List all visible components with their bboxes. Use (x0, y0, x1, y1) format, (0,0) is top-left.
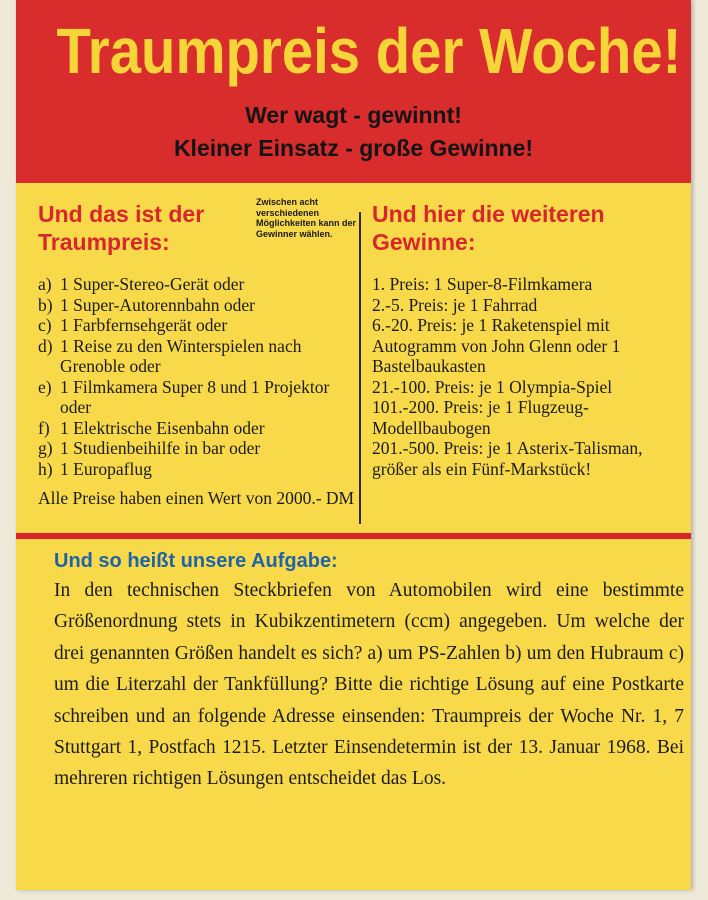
list-item: 6.-20. Preis: je 1 Raketenspiel mit Autogramm von John Glenn oder 1 Bastelbaukasten (372, 315, 621, 376)
item-letter: e) (38, 376, 52, 397)
item-letter: f) (38, 417, 50, 438)
list-item (38, 438, 356, 459)
item-text: 1 Europaflug (60, 458, 152, 479)
subtitle-2: Kleiner Einsatz - große Gewinne! (173, 135, 534, 161)
item-letter: a) (38, 274, 52, 294)
item-letter: d) (38, 335, 53, 356)
list-item: 101.-200. Preis: je 1 Flugzeug-Modellbaubogen (372, 397, 589, 438)
item-text: 1 Reise zu den Winterspielen nach Grenoble oder (60, 335, 302, 376)
dream-prize-heading: Und das ist der Traumpreis: (38, 201, 205, 255)
list-item: 201.-500. Preis: je 1 Asterix-Talisman, größer als ein Fünf-Markstück! (372, 438, 643, 479)
item-letter: g) (38, 438, 53, 458)
list-item: 21.-100. Preis: je 1 Olympia-Spiel (372, 376, 613, 397)
list-item (38, 336, 356, 377)
item-text: 1 Filmkamera Super 8 und 1 Projektor oder (60, 376, 330, 417)
page-title: Traumpreis der Woche! (56, 15, 682, 87)
list-item (38, 295, 356, 316)
item-letter: h) (38, 458, 53, 479)
item-text: 1 Farbfernsehgerät oder (60, 315, 228, 335)
list-item (38, 418, 356, 439)
further-prizes-heading: Und hier die weiteren Gewinne: (372, 201, 605, 255)
further-prizes-list (372, 274, 690, 479)
subtitle-1: Wer wagt - gewinnt! (245, 102, 462, 128)
header-banner (16, 0, 691, 183)
prize-value-note: Alle Preise haben einen Wert von 2000.- DM (38, 488, 355, 508)
item-letter: b) (38, 294, 53, 315)
task-body: In den technischen Steckbriefen von Automobilen wird eine bestimmte Größenordnung stets in Kubikzentimetern (ccm) angegeben. Um welche der drei genannten Größen handelt es sich? a) um PS-Zahlen b) um den Hubraum c) um die Literzahl der Tankfüllung? Bitte die richtige Lösung auf eine Postkarte schreiben und an folgende Adresse einsenden: Traumpreis der Woche Nr. 1, 7 Stuttgart 1, Postfach 1215. Letzter Einsendetermin ist der 13. Januar 1968. Bei mehreren richtigen Lösungen entscheidet das Los. (54, 580, 684, 790)
dream-prize-list (38, 274, 356, 479)
task-heading: Und so heißt unsere Aufgabe: (54, 550, 338, 572)
list-item: 1. Preis: 1 Super-8-Filmkamera (372, 274, 593, 294)
list-item (38, 459, 356, 480)
magazine-page (16, 0, 691, 890)
list-item (38, 274, 356, 295)
item-text: 1 Elektrische Eisenbahn oder (60, 417, 265, 438)
list-item (38, 315, 356, 336)
list-item (38, 377, 356, 418)
item-text: 1 Super-Stereo-Gerät oder (60, 274, 245, 294)
section-divider (16, 533, 691, 539)
item-text: 1 Studienbeihilfe in bar oder (60, 438, 261, 458)
column-divider (359, 212, 361, 524)
dream-prize-note: Zwischen acht verschiedenen Möglichkeiten kann der Gewinner wählen. (256, 197, 357, 239)
item-text: 1 Super-Autorennbahn oder (60, 294, 256, 315)
list-item: 2.-5. Preis: je 1 Fahrrad (372, 294, 538, 315)
item-letter: c) (38, 315, 52, 335)
